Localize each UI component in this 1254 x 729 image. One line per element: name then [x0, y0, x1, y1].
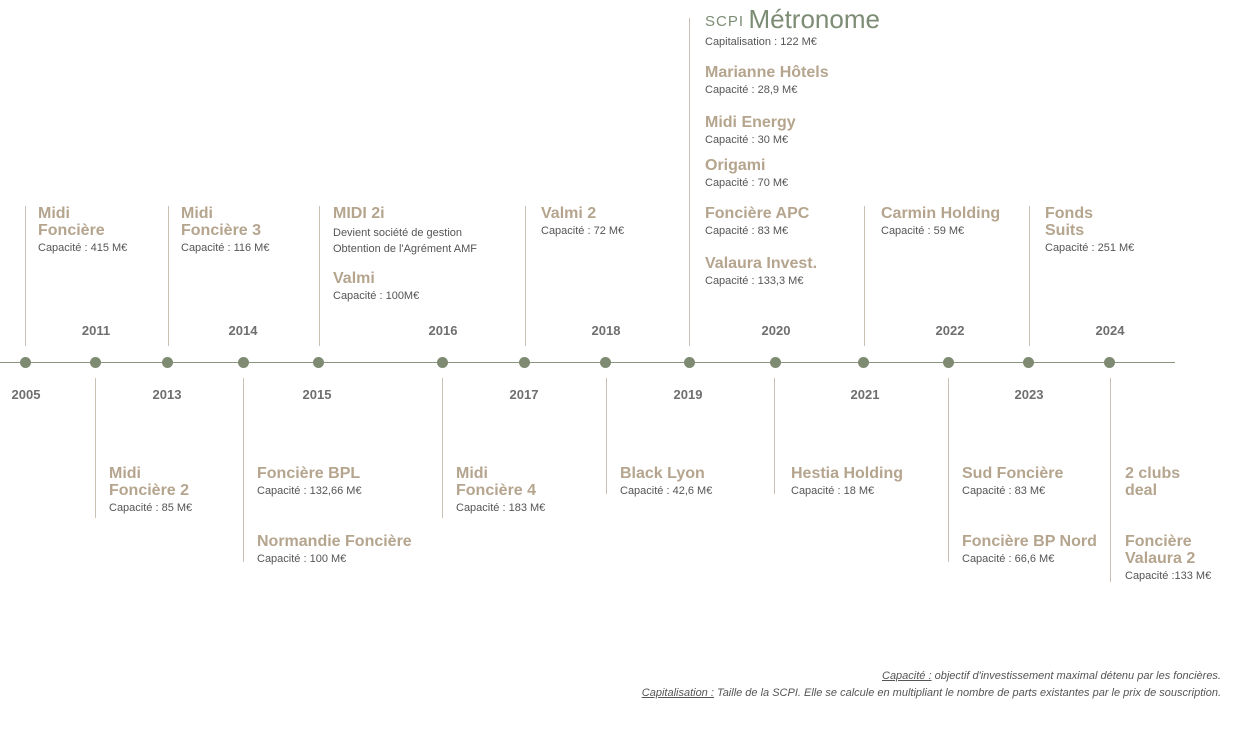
timeline-dot-2019	[684, 357, 695, 368]
event-carmin-holding	[881, 205, 1000, 239]
event-title: Midi	[456, 465, 488, 482]
event-capacity: Capacité : 42,6 M€	[620, 485, 713, 497]
event-fonciere-valaura-2	[1125, 533, 1211, 584]
year-label-2019: 2019	[673, 387, 703, 402]
event-valmi-2	[541, 205, 624, 239]
event-metronome	[705, 33, 817, 50]
connector-line	[243, 378, 244, 562]
event-title: Foncière BP Nord	[962, 533, 1097, 550]
connector-line	[606, 378, 607, 494]
event-fonciere-bpl	[257, 465, 362, 499]
connector-line	[948, 378, 949, 562]
event-marianne-hotels	[705, 64, 829, 98]
footnote-capacite	[642, 668, 1221, 685]
year-label-2021: 2021	[850, 387, 880, 402]
footnotes	[642, 668, 1221, 702]
year-label-2022: 2022	[935, 323, 965, 338]
timeline-dot-2023	[1023, 357, 1034, 368]
event-title: Valaura Invest.	[705, 255, 818, 272]
event-title: Foncière	[1125, 533, 1192, 550]
event-capitalisation: Capitalisation : 122 M€	[705, 36, 817, 48]
event-capacity: Capacité : 83 M€	[705, 225, 789, 237]
event-title: Hestia Holding	[791, 465, 904, 482]
connector-line	[442, 378, 443, 518]
event-title: MIDI 2i	[333, 205, 385, 222]
timeline-dot-2014	[238, 357, 249, 368]
event-capacity: Capacité : 70 M€	[705, 177, 789, 189]
connector-line	[1029, 206, 1030, 346]
event-title: Midi	[109, 465, 141, 482]
event-midi-energy	[705, 114, 796, 148]
event-title: Normandie Foncière	[257, 533, 412, 550]
timeline-dot-2016	[437, 357, 448, 368]
event-title: Carmin Holding	[881, 205, 1001, 222]
event-capacity: Capacité : 100M€	[333, 290, 420, 302]
connector-line	[25, 206, 26, 346]
year-label-2016: 2016	[428, 323, 458, 338]
timeline-dot-2015	[313, 357, 324, 368]
logo-brand: Métronome	[748, 4, 880, 34]
event-sud-fonciere	[962, 465, 1063, 499]
year-label-2005: 2005	[11, 387, 41, 402]
timeline-dot-2017	[519, 357, 530, 368]
event-title: Marianne Hôtels	[705, 64, 829, 81]
timeline-dot-2021	[858, 357, 869, 368]
event-capacity: Capacité : 72 M€	[541, 225, 625, 237]
event-title: Suits	[1045, 222, 1085, 239]
event-title: Origami	[705, 157, 766, 174]
year-label-2020: 2020	[761, 323, 791, 338]
footnote-text: objectif d'investissement maximal détenu par les foncières.	[931, 670, 1221, 682]
timeline-dot-2018	[600, 357, 611, 368]
footnote-label: Capitalisation :	[641, 687, 714, 699]
event-capacity: Capacité : 30 M€	[705, 134, 789, 146]
footnote-text: Taille de la SCPI. Elle se calcule en multipliant le nombre de parts existantes par le prix de souscription.	[713, 687, 1221, 699]
event-2-clubs-deal	[1125, 465, 1180, 499]
timeline-axis	[0, 362, 1175, 363]
connector-line	[1110, 378, 1111, 582]
event-title: Foncière	[38, 222, 105, 239]
event-capacity: Capacité : 100 M€	[257, 553, 347, 565]
event-valaura-invest	[705, 255, 817, 289]
event-title: Valaura 2	[1125, 550, 1196, 567]
year-label-2013: 2013	[152, 387, 182, 402]
connector-line	[864, 206, 865, 346]
year-label-2024: 2024	[1095, 323, 1125, 338]
year-label-2023: 2023	[1014, 387, 1044, 402]
event-normandie-fonciere	[257, 533, 412, 567]
timeline-dot-2011	[90, 357, 101, 368]
event-title: Black Lyon	[620, 465, 705, 482]
event-title: Foncière 4	[456, 482, 537, 499]
connector-line	[774, 378, 775, 494]
event-capacity: Capacité : 183 M€	[456, 502, 546, 514]
event-fonciere-bp-nord	[962, 533, 1097, 567]
event-fonds-suits	[1045, 205, 1134, 256]
event-title: Sud Foncière	[962, 465, 1064, 482]
logo-prefix: SCPI	[705, 13, 745, 30]
event-title: Foncière 3	[181, 222, 262, 239]
event-midi-fonciere-2	[109, 465, 192, 516]
connector-line	[689, 18, 690, 346]
event-capacity: Capacité : 85 M€	[109, 502, 193, 514]
year-label-2011: 2011	[81, 323, 111, 338]
timeline-dot-2022	[943, 357, 954, 368]
connector-line	[95, 378, 96, 518]
event-capacity: Capacité : 66,6 M€	[962, 553, 1055, 565]
footnote-capitalisation	[642, 685, 1221, 702]
event-capacity: Capacité : 18 M€	[791, 485, 875, 497]
event-midi-2i	[333, 205, 477, 257]
event-title: Midi	[38, 205, 70, 222]
connector-line	[168, 206, 169, 346]
event-title: Valmi	[333, 270, 375, 287]
event-midi-fonciere-3	[181, 205, 269, 256]
event-hestia-holding	[791, 465, 903, 499]
event-title: deal	[1125, 482, 1158, 499]
event-capacity: Capacité : 28,9 M€	[705, 84, 798, 96]
event-origami	[705, 157, 788, 191]
event-fonciere-apc	[705, 205, 809, 239]
event-capacity: Capacité : 59 M€	[881, 225, 965, 237]
event-title: Midi	[181, 205, 213, 222]
event-title: Valmi 2	[541, 205, 597, 222]
event-title: 2 clubs	[1125, 465, 1181, 482]
timeline-dot-2005	[20, 357, 31, 368]
event-capacity: Capacité : 415 M€	[38, 242, 128, 254]
scpi-metronome-logo	[705, 4, 880, 35]
event-capacity: Capacité : 132,66 M€	[257, 485, 362, 497]
event-capacity: Capacité :133 M€	[1125, 570, 1212, 582]
event-midi-fonciere-4	[456, 465, 545, 516]
event-title: Foncière APC	[705, 205, 810, 222]
event-title: Midi Energy	[705, 114, 796, 131]
event-description: Obtention de l'Agrément AMF	[333, 243, 477, 255]
timeline-dot-2013	[162, 357, 173, 368]
event-black-lyon	[620, 465, 712, 499]
event-valmi	[333, 270, 419, 304]
event-title: Fonds	[1045, 205, 1093, 222]
event-capacity: Capacité : 251 M€	[1045, 242, 1135, 254]
event-title: Foncière BPL	[257, 465, 361, 482]
event-description: Devient société de gestion	[333, 227, 463, 239]
connector-line	[525, 206, 526, 346]
timeline-dot-2020	[770, 357, 781, 368]
event-capacity: Capacité : 116 M€	[181, 242, 270, 254]
year-label-2017: 2017	[509, 387, 539, 402]
timeline-dot-2024	[1104, 357, 1115, 368]
footnote-label: Capacité :	[882, 670, 932, 682]
year-label-2018: 2018	[591, 323, 621, 338]
connector-line	[319, 206, 320, 346]
event-capacity: Capacité : 133,3 M€	[705, 275, 804, 287]
event-midi-fonciere	[38, 205, 127, 256]
year-label-2015: 2015	[302, 387, 332, 402]
event-capacity: Capacité : 83 M€	[962, 485, 1046, 497]
year-label-2014: 2014	[228, 323, 258, 338]
event-title: Foncière 2	[109, 482, 190, 499]
